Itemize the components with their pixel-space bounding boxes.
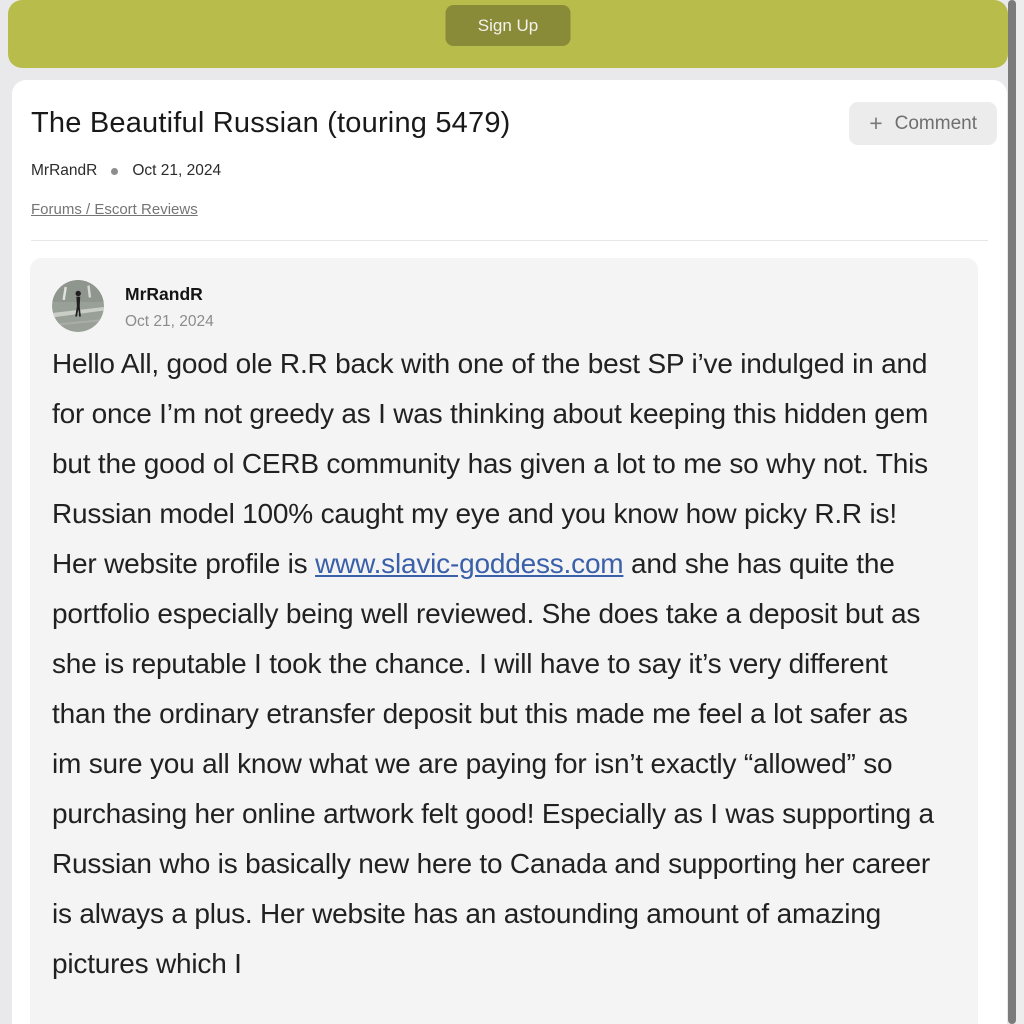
post — [30, 258, 978, 1024]
divider — [31, 240, 988, 241]
comment-button-label: Comment — [894, 112, 977, 134]
post-date: Oct 21, 2024 — [125, 313, 214, 330]
thread-card — [12, 80, 1007, 1024]
page-title: The Beautiful Russian (touring 5479) — [31, 107, 511, 139]
thread-header — [12, 80, 1007, 145]
comment-button[interactable] — [849, 102, 997, 145]
dot-separator-icon — [111, 168, 118, 175]
thread-meta — [12, 145, 1007, 180]
post-body — [52, 339, 936, 989]
top-banner — [8, 0, 1008, 68]
breadcrumb[interactable]: Forums / Escort Reviews — [31, 201, 198, 218]
plus-icon: + — [869, 110, 883, 136]
thread-author: MrRandR — [31, 162, 98, 179]
sign-up-button[interactable]: Sign Up — [446, 5, 571, 46]
avatar-image — [52, 280, 104, 332]
scrollbar-track — [1016, 0, 1024, 1024]
scrollbar[interactable] — [1008, 0, 1016, 1024]
avatar[interactable] — [52, 280, 104, 332]
post-header — [52, 280, 938, 332]
thread-date: Oct 21, 2024 — [132, 162, 222, 179]
post-author: MrRandR — [125, 284, 203, 304]
post-text-after-link: and she has quite the portfolio especially being well reviewed. She does take a deposit but as she is reputable I took the chance. I will have to say it’s very different than the ordinary etransfer deposit but this made me feel a lot safer as im sure you all know what we are paying for isn’t exactly “allowed” so purchasing her online artwork felt good! Especially as I was supporting a Russian who is basically new here to Canada and supporting her career is always a plus. Her website has an astounding amount of amazing pictures which I — [52, 548, 934, 979]
post-link[interactable]: www.slavic-goddess.com — [315, 548, 624, 579]
post-text-before-link: Hello All, good ole R.R back with one of the best SP i’ve indulged in and for once I’m not greedy as I was thinking about keeping this hidden gem but the good ol CERB community has given a lot to me so why not. This Russian model 100% caught my eye and you know how picky R.R is! Her website profile is — [52, 348, 929, 579]
post-identity — [125, 280, 214, 331]
